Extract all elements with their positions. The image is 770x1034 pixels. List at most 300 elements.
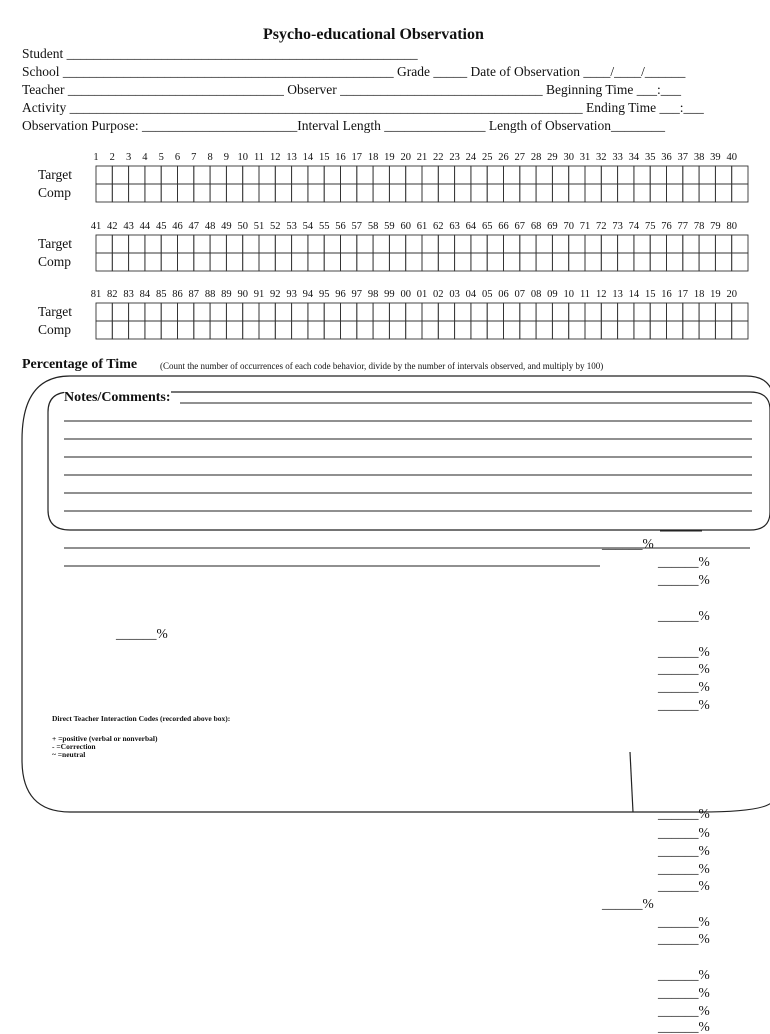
interval-cell[interactable] xyxy=(243,184,259,202)
interval-cell[interactable] xyxy=(357,184,373,202)
percentage-blank[interactable]: ______% xyxy=(602,896,654,911)
interval-cell[interactable] xyxy=(292,253,308,271)
interval-cell[interactable] xyxy=(520,303,536,321)
interval-number: 59 xyxy=(384,221,395,232)
interval-cell[interactable] xyxy=(259,235,275,253)
interval-cell[interactable] xyxy=(471,303,487,321)
interval-cell[interactable] xyxy=(520,253,536,271)
interval-cell[interactable] xyxy=(112,253,128,271)
interval-cell[interactable] xyxy=(373,253,389,271)
interval-cell[interactable] xyxy=(732,184,748,202)
interval-cell[interactable] xyxy=(259,253,275,271)
interval-cell[interactable] xyxy=(601,253,617,271)
interval-cell[interactable] xyxy=(552,253,568,271)
interval-cell[interactable] xyxy=(161,235,177,253)
interval-cell[interactable] xyxy=(536,253,552,271)
interval-number: 32 xyxy=(596,152,607,163)
interval-number: 16 xyxy=(661,289,672,300)
interval-cell[interactable] xyxy=(194,166,210,184)
interval-cell[interactable] xyxy=(650,303,666,321)
interval-number: 91 xyxy=(253,289,265,300)
interval-cell[interactable] xyxy=(585,184,601,202)
interval-number: 85 xyxy=(155,289,167,300)
percentage-blank[interactable]: ______% xyxy=(658,644,710,659)
interval-cell[interactable] xyxy=(357,303,373,321)
interval-cell[interactable] xyxy=(373,184,389,202)
interval-cell[interactable] xyxy=(585,303,601,321)
interval-cell[interactable] xyxy=(292,166,308,184)
interval-cell[interactable] xyxy=(504,303,520,321)
interval-cell[interactable] xyxy=(618,166,634,184)
interval-cell[interactable] xyxy=(471,166,487,184)
interval-cell[interactable] xyxy=(145,303,161,321)
interval-cell[interactable] xyxy=(455,235,471,253)
interval-number: 68 xyxy=(530,221,542,232)
interval-cell[interactable] xyxy=(618,253,634,271)
interval-cell[interactable] xyxy=(373,303,389,321)
activity-end-field[interactable]: Activity ____________________________________________________________________________ Ending Time ___:___ xyxy=(22,100,704,115)
interval-number: 23 xyxy=(449,152,460,163)
percentage-blank[interactable]: ______% xyxy=(658,825,710,840)
interval-cell[interactable] xyxy=(422,321,438,339)
interval-cell[interactable] xyxy=(210,166,226,184)
interval-cell[interactable] xyxy=(178,235,194,253)
interval-cell[interactable] xyxy=(683,303,699,321)
interval-cell[interactable] xyxy=(618,235,634,253)
interval-number: 12 xyxy=(596,289,607,300)
percentage-blank[interactable]: ______% xyxy=(116,626,168,641)
interval-cell[interactable] xyxy=(650,166,666,184)
interval-cell[interactable] xyxy=(145,235,161,253)
interval-number: 2 xyxy=(109,152,115,163)
interval-cell[interactable] xyxy=(715,321,731,339)
percentage-blank[interactable]: ______% xyxy=(658,554,710,569)
interval-cell[interactable] xyxy=(455,184,471,202)
interval-cell[interactable] xyxy=(585,253,601,271)
interval-cell[interactable] xyxy=(129,321,145,339)
interval-cell[interactable] xyxy=(650,235,666,253)
interval-cell[interactable] xyxy=(650,321,666,339)
interval-cell[interactable] xyxy=(520,166,536,184)
interval-number: 22 xyxy=(433,152,444,163)
interval-cell[interactable] xyxy=(406,235,422,253)
interval-cell[interactable] xyxy=(618,303,634,321)
interval-cell[interactable] xyxy=(389,166,405,184)
interval-cell[interactable] xyxy=(471,184,487,202)
interval-cell[interactable] xyxy=(634,253,650,271)
interval-cell[interactable] xyxy=(618,184,634,202)
interval-cell[interactable] xyxy=(406,253,422,271)
interval-number: 93 xyxy=(286,289,297,300)
interval-cell[interactable] xyxy=(471,253,487,271)
interval-cell[interactable] xyxy=(194,253,210,271)
interval-cell[interactable] xyxy=(455,303,471,321)
purpose-interval-length-field[interactable]: Observation Purpose: _______________________Interval Length _______________ Length of Observation________ xyxy=(22,118,666,133)
interval-cell[interactable] xyxy=(536,303,552,321)
interval-cell[interactable] xyxy=(585,321,601,339)
interval-number: 94 xyxy=(302,289,314,300)
interval-cell[interactable] xyxy=(259,184,275,202)
interval-number: 77 xyxy=(677,221,689,232)
interval-cell[interactable] xyxy=(292,303,308,321)
interval-cell[interactable] xyxy=(422,253,438,271)
interval-cell[interactable] xyxy=(438,321,454,339)
interval-cell[interactable] xyxy=(161,184,177,202)
interval-cell[interactable] xyxy=(552,184,568,202)
interval-cell[interactable] xyxy=(552,321,568,339)
interval-cell[interactable] xyxy=(341,253,357,271)
teacher-observer-begin-field[interactable]: Teacher ________________________________ Observer ______________________________ Beginning Time ___:___ xyxy=(22,82,682,97)
interval-cell[interactable] xyxy=(504,253,520,271)
interval-cell[interactable] xyxy=(455,321,471,339)
interval-cell[interactable] xyxy=(178,303,194,321)
interval-cell[interactable] xyxy=(601,184,617,202)
school-grade-date-field[interactable]: School _________________________________________________ Grade _____ Date of Observation ____/____/______ xyxy=(22,64,686,79)
interval-cell[interactable] xyxy=(275,303,291,321)
interval-cell[interactable] xyxy=(292,321,308,339)
interval-cell[interactable] xyxy=(699,321,715,339)
interval-cell[interactable] xyxy=(308,235,324,253)
interval-cell[interactable] xyxy=(178,253,194,271)
interval-cell[interactable] xyxy=(275,253,291,271)
percentage-blank[interactable]: ______% xyxy=(658,914,710,929)
interval-cell[interactable] xyxy=(341,303,357,321)
interval-cell[interactable] xyxy=(569,184,585,202)
interval-cell[interactable] xyxy=(504,321,520,339)
interval-number: 36 xyxy=(661,152,672,163)
interval-cell[interactable] xyxy=(308,253,324,271)
interval-cell[interactable] xyxy=(210,184,226,202)
notes-label: Notes/Comments: xyxy=(64,390,171,405)
interval-cell[interactable] xyxy=(536,184,552,202)
interval-cell[interactable] xyxy=(683,166,699,184)
interval-cell[interactable] xyxy=(585,235,601,253)
interval-cell[interactable] xyxy=(194,321,210,339)
interval-cell[interactable] xyxy=(487,166,503,184)
interval-cell[interactable] xyxy=(292,184,308,202)
interval-cell[interactable] xyxy=(129,303,145,321)
interval-cell[interactable] xyxy=(406,321,422,339)
interval-cell[interactable] xyxy=(569,321,585,339)
interval-cell[interactable] xyxy=(161,303,177,321)
interval-cell[interactable] xyxy=(96,235,112,253)
interval-cell[interactable] xyxy=(601,166,617,184)
interval-number: 84 xyxy=(139,289,151,300)
interval-cell[interactable] xyxy=(194,184,210,202)
interval-cell[interactable] xyxy=(667,303,683,321)
interval-cell[interactable] xyxy=(455,253,471,271)
percentage-blank[interactable]: ______% xyxy=(658,878,710,893)
interval-number: 27 xyxy=(514,152,526,163)
percentage-blank[interactable]: ______% xyxy=(658,697,710,712)
interval-cell[interactable] xyxy=(536,235,552,253)
interval-cell[interactable] xyxy=(487,321,503,339)
interval-cell[interactable] xyxy=(341,166,357,184)
interval-cell[interactable] xyxy=(634,184,650,202)
interval-cell[interactable] xyxy=(129,166,145,184)
interval-number: 09 xyxy=(547,289,558,300)
interval-cell[interactable] xyxy=(569,303,585,321)
interval-cell[interactable] xyxy=(715,253,731,271)
interval-cell[interactable] xyxy=(324,166,340,184)
interval-number: 58 xyxy=(367,221,379,232)
interval-cell[interactable] xyxy=(324,235,340,253)
percentage-blank[interactable]: ______% xyxy=(658,843,710,858)
interval-cell[interactable] xyxy=(145,321,161,339)
interval-cell[interactable] xyxy=(243,166,259,184)
interval-number: 42 xyxy=(107,221,118,232)
interval-cell[interactable] xyxy=(455,166,471,184)
interval-cell[interactable] xyxy=(96,253,112,271)
interval-cell[interactable] xyxy=(178,184,194,202)
interval-cell[interactable] xyxy=(650,184,666,202)
percentage-blank[interactable]: ______% xyxy=(658,608,710,623)
interval-number: 17 xyxy=(351,152,363,163)
interval-cell[interactable] xyxy=(438,303,454,321)
interval-cell[interactable] xyxy=(732,303,748,321)
percentage-blank[interactable]: ______% xyxy=(658,1019,710,1034)
interval-cell[interactable] xyxy=(226,303,242,321)
interval-cell[interactable] xyxy=(552,303,568,321)
interval-cell[interactable] xyxy=(161,253,177,271)
interval-cell[interactable] xyxy=(699,303,715,321)
interval-number: 30 xyxy=(563,152,574,163)
interval-cell[interactable] xyxy=(487,184,503,202)
interval-cell[interactable] xyxy=(112,235,128,253)
interval-cell[interactable] xyxy=(715,184,731,202)
interval-cell[interactable] xyxy=(226,321,242,339)
interval-cell[interactable] xyxy=(178,321,194,339)
interval-cell[interactable] xyxy=(389,303,405,321)
interval-cell[interactable] xyxy=(699,235,715,253)
interval-cell[interactable] xyxy=(406,184,422,202)
interval-cell[interactable] xyxy=(601,303,617,321)
interval-cell[interactable] xyxy=(438,166,454,184)
percentage-blank[interactable]: ______% xyxy=(658,806,710,821)
interval-cell[interactable] xyxy=(210,235,226,253)
interval-cell[interactable] xyxy=(145,253,161,271)
interval-cell[interactable] xyxy=(487,235,503,253)
interval-cell[interactable] xyxy=(275,166,291,184)
interval-cell[interactable] xyxy=(194,235,210,253)
interval-cell[interactable] xyxy=(438,235,454,253)
interval-cell[interactable] xyxy=(210,321,226,339)
interval-cell[interactable] xyxy=(161,321,177,339)
interval-cell[interactable] xyxy=(422,184,438,202)
interval-cell[interactable] xyxy=(569,235,585,253)
interval-cell[interactable] xyxy=(504,235,520,253)
interval-cell[interactable] xyxy=(259,166,275,184)
interval-cell[interactable] xyxy=(373,321,389,339)
interval-cell[interactable] xyxy=(667,235,683,253)
interval-cell[interactable] xyxy=(732,235,748,253)
interval-cell[interactable] xyxy=(601,235,617,253)
interval-cell[interactable] xyxy=(438,184,454,202)
interval-cell[interactable] xyxy=(161,166,177,184)
interval-cell[interactable] xyxy=(275,184,291,202)
interval-cell[interactable] xyxy=(112,184,128,202)
percentage-blank[interactable]: ______% xyxy=(658,985,710,1000)
interval-cell[interactable] xyxy=(504,166,520,184)
interval-number: 16 xyxy=(335,152,346,163)
interval-cell[interactable] xyxy=(487,253,503,271)
interval-number: 11 xyxy=(253,152,265,163)
interval-cell[interactable] xyxy=(145,184,161,202)
interval-cell[interactable] xyxy=(275,235,291,253)
interval-cell[interactable] xyxy=(667,321,683,339)
interval-cell[interactable] xyxy=(389,184,405,202)
interval-cell[interactable] xyxy=(683,235,699,253)
interval-number: 78 xyxy=(693,221,705,232)
interval-cell[interactable] xyxy=(357,235,373,253)
percentage-blank[interactable]: ______% xyxy=(602,536,654,551)
interval-cell[interactable] xyxy=(422,303,438,321)
interval-cell[interactable] xyxy=(438,253,454,271)
interval-cell[interactable] xyxy=(357,253,373,271)
interval-cell[interactable] xyxy=(569,253,585,271)
interval-cell[interactable] xyxy=(422,235,438,253)
interval-cell[interactable] xyxy=(243,235,259,253)
interval-cell[interactable] xyxy=(552,166,568,184)
interval-cell[interactable] xyxy=(243,321,259,339)
interval-cell[interactable] xyxy=(357,166,373,184)
interval-cell[interactable] xyxy=(112,303,128,321)
interval-cell[interactable] xyxy=(275,321,291,339)
interval-cell[interactable] xyxy=(520,321,536,339)
interval-number: 25 xyxy=(481,152,493,163)
interval-cell[interactable] xyxy=(634,235,650,253)
interval-cell[interactable] xyxy=(324,184,340,202)
interval-cell[interactable] xyxy=(96,321,112,339)
interval-cell[interactable] xyxy=(112,321,128,339)
interval-number: 15 xyxy=(318,152,330,163)
interval-cell[interactable] xyxy=(471,235,487,253)
interval-cell[interactable] xyxy=(715,166,731,184)
interval-cell[interactable] xyxy=(732,321,748,339)
interval-cell[interactable] xyxy=(324,253,340,271)
interval-cell[interactable] xyxy=(732,166,748,184)
interval-cell[interactable] xyxy=(406,303,422,321)
interval-cell[interactable] xyxy=(96,184,112,202)
interval-cell[interactable] xyxy=(129,184,145,202)
interval-cell[interactable] xyxy=(667,166,683,184)
interval-cell[interactable] xyxy=(226,235,242,253)
interval-cell[interactable] xyxy=(520,235,536,253)
interval-number: 40 xyxy=(726,152,737,163)
interval-cell[interactable] xyxy=(308,166,324,184)
interval-cell[interactable] xyxy=(634,166,650,184)
interval-cell[interactable] xyxy=(96,166,112,184)
interval-cell[interactable] xyxy=(504,184,520,202)
interval-cell[interactable] xyxy=(536,321,552,339)
percentage-blank[interactable]: ______% xyxy=(658,931,710,946)
interval-cell[interactable] xyxy=(373,166,389,184)
percentage-blank[interactable]: ______% xyxy=(658,572,710,587)
interval-cell[interactable] xyxy=(650,253,666,271)
interval-cell[interactable] xyxy=(341,321,357,339)
interval-cell[interactable] xyxy=(308,303,324,321)
interval-cell[interactable] xyxy=(715,303,731,321)
interval-cell[interactable] xyxy=(683,184,699,202)
interval-cell[interactable] xyxy=(341,235,357,253)
interval-cell[interactable] xyxy=(292,235,308,253)
interval-cell[interactable] xyxy=(634,303,650,321)
interval-cell[interactable] xyxy=(699,253,715,271)
interval-cell[interactable] xyxy=(373,235,389,253)
interval-cell[interactable] xyxy=(667,253,683,271)
interval-cell[interactable] xyxy=(699,184,715,202)
interval-cell[interactable] xyxy=(259,303,275,321)
interval-cell[interactable] xyxy=(471,321,487,339)
interval-cell[interactable] xyxy=(667,184,683,202)
grid-cells xyxy=(96,166,748,339)
interval-cell[interactable] xyxy=(487,303,503,321)
interval-cell[interactable] xyxy=(699,166,715,184)
interval-number: 96 xyxy=(335,289,346,300)
percentage-blank[interactable]: ______% xyxy=(658,967,710,982)
interval-cell[interactable] xyxy=(715,235,731,253)
interval-cell[interactable] xyxy=(406,166,422,184)
interval-number: 02 xyxy=(433,289,444,300)
interval-cell[interactable] xyxy=(324,321,340,339)
interval-cell[interactable] xyxy=(341,184,357,202)
interval-number: 03 xyxy=(449,289,460,300)
interval-cell[interactable] xyxy=(210,253,226,271)
interval-cell[interactable] xyxy=(243,253,259,271)
interval-cell[interactable] xyxy=(683,253,699,271)
interval-number: 05 xyxy=(481,289,493,300)
interval-cell[interactable] xyxy=(145,166,161,184)
student-field[interactable]: Student ____________________________________________________ xyxy=(22,46,418,61)
interval-cell[interactable] xyxy=(96,303,112,321)
interval-cell[interactable] xyxy=(357,321,373,339)
interval-cell[interactable] xyxy=(226,184,242,202)
interval-cell[interactable] xyxy=(226,253,242,271)
interval-cell[interactable] xyxy=(569,166,585,184)
interval-cell[interactable] xyxy=(308,184,324,202)
percentage-blank[interactable]: ______% xyxy=(658,1003,710,1018)
interval-cell[interactable] xyxy=(536,166,552,184)
interval-cell[interactable] xyxy=(112,166,128,184)
interval-cell[interactable] xyxy=(243,303,259,321)
interval-number: 14 xyxy=(302,152,314,163)
interval-cell[interactable] xyxy=(259,321,275,339)
interval-cell[interactable] xyxy=(129,253,145,271)
interval-cell[interactable] xyxy=(324,303,340,321)
interval-cell[interactable] xyxy=(129,235,145,253)
interval-cell[interactable] xyxy=(308,321,324,339)
interval-cell[interactable] xyxy=(634,321,650,339)
percentage-blank[interactable]: ______% xyxy=(658,679,710,694)
interval-cell[interactable] xyxy=(618,321,634,339)
interval-cell[interactable] xyxy=(210,303,226,321)
interval-cell[interactable] xyxy=(194,303,210,321)
interval-cell[interactable] xyxy=(552,235,568,253)
interval-cell[interactable] xyxy=(585,166,601,184)
interval-cell[interactable] xyxy=(226,166,242,184)
interval-cell[interactable] xyxy=(732,253,748,271)
interval-cell[interactable] xyxy=(422,166,438,184)
interval-cell[interactable] xyxy=(683,321,699,339)
interval-cell[interactable] xyxy=(601,321,617,339)
interval-cell[interactable] xyxy=(520,184,536,202)
interval-cell[interactable] xyxy=(389,235,405,253)
interval-cell[interactable] xyxy=(178,166,194,184)
interval-cell[interactable] xyxy=(389,253,405,271)
percentage-blank[interactable]: ______% xyxy=(658,861,710,876)
percentage-blank[interactable]: ______% xyxy=(658,661,710,676)
interval-cell[interactable] xyxy=(389,321,405,339)
